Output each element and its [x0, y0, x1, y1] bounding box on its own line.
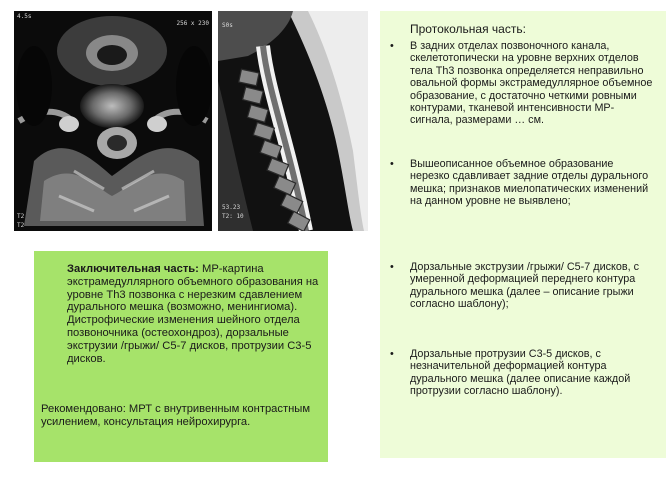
- mri-sagittal-overlay-bottom-left-2: T2: 10: [222, 213, 244, 220]
- mri-sagittal-overlay-top-left: S0s: [222, 22, 233, 29]
- protocol-item-text: В задних отделах позвоночного канала, скелетотопически на уровне верхних отделов тела Th3 позвонка определяется неправильно овальной формы экстрамедуллярное объемное образование, с достаточно четкими ровными контурами, тканевой интенсивности МР-сигнала, размерами … см.: [410, 40, 653, 127]
- protocol-panel: [380, 11, 666, 458]
- mri-axial-overlay-bottom-left-1: T2: [17, 213, 25, 220]
- protocol-item-text: Дорзальные протрузии С3-5 дисков, с незначительной деформацией контура дурального мешка (далее описание каждой протрузии согласно шаблону).: [410, 348, 631, 398]
- mri-sagittal-drawing: [218, 11, 368, 231]
- mri-axial-drawing: [14, 11, 212, 231]
- recommendation-text: Рекомендовано: МРТ с внутривенным контрастным усилением, консультация нейрохирурга.: [41, 403, 311, 428]
- conclusion-panel: [34, 251, 328, 462]
- mri-axial-image: [14, 11, 212, 231]
- conclusion-text: МР-картина экстрамедуллярного объемного образования на уровне Th3 позвонка с нерезким сдавлением дурального мешка (возможно, менингиома). Дистрофические изменения шейного отдела позвоночника (остеохондроз), дорзальные экструзии /грыжи/ С5-7 дисков, протрузии С3-5 дисков.: [67, 263, 319, 365]
- mri-sagittal-overlay-bottom-left-1: 53.23: [222, 204, 241, 211]
- bullet-icon: •: [390, 348, 394, 360]
- bullet-icon: •: [390, 158, 394, 170]
- bullet-icon: •: [390, 40, 394, 52]
- protocol-item-text: Вышеописанное объемное образование нерезко сдавливает задние отделы дурального мешка; признаков миелопатических изменений на данном уровне не выявлено;: [410, 158, 649, 208]
- mri-axial-overlay-bottom-left-2: T2: [17, 222, 25, 229]
- conclusion-heading: Заключительная часть:: [67, 263, 199, 275]
- protocol-title: Протокольная часть:: [410, 22, 526, 36]
- bullet-icon: •: [390, 261, 394, 273]
- conclusion-paragraph: [67, 263, 319, 365]
- mri-sagittal-image: [218, 11, 368, 231]
- mri-axial-overlay-top-right: 256 x 230: [176, 20, 209, 27]
- mri-axial-overlay-top-left: 4.5s: [17, 13, 32, 20]
- protocol-item-text: Дорзальные экструзии /грыжи/ С5-7 дисков, с умеренной деформацией переднего контура дурального мешка (далее – описание грыжи согласно шаблону);: [410, 261, 639, 311]
